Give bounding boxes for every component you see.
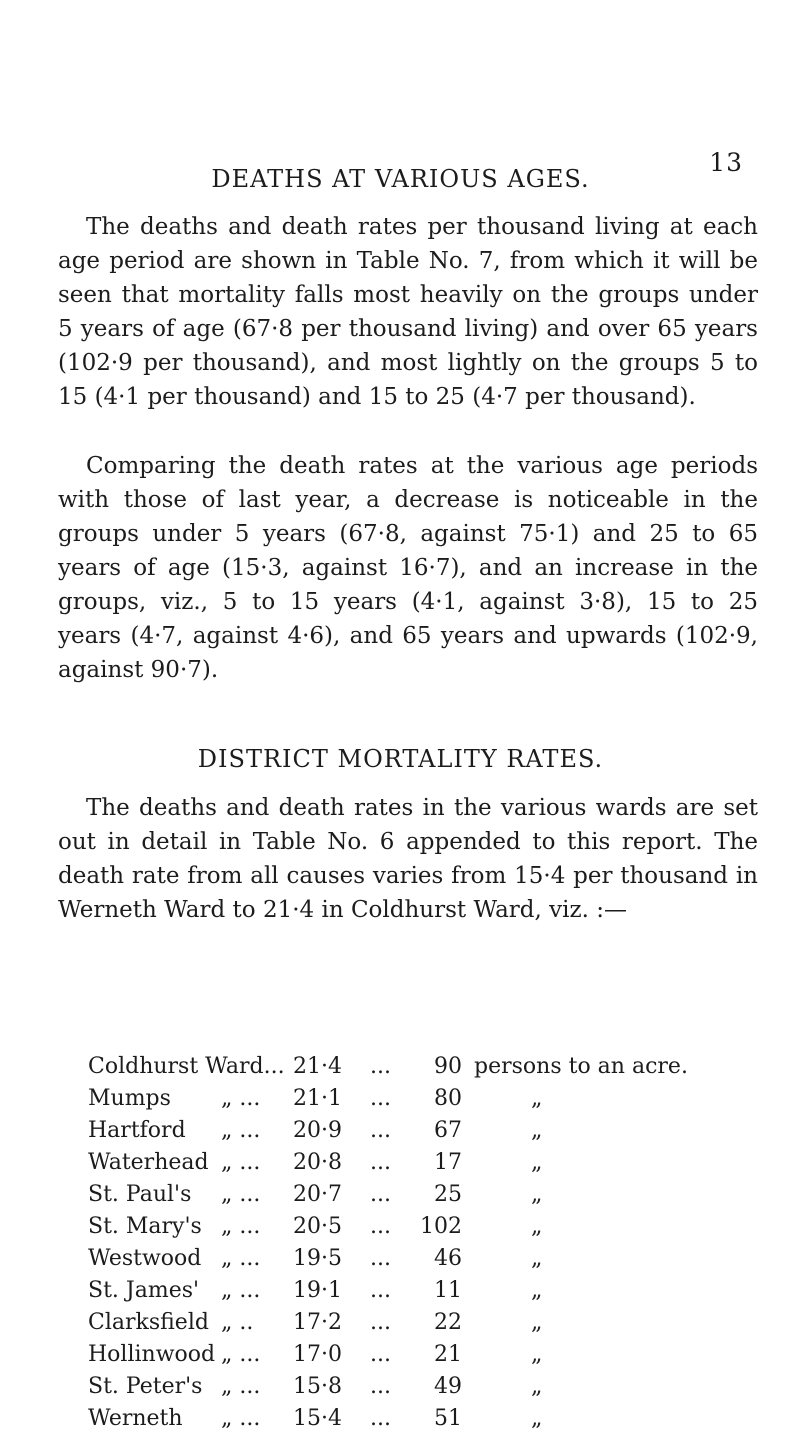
ditto-mark: „ ...	[221, 1086, 261, 1111]
death-rate: 20·7	[293, 1182, 342, 1207]
persons-per-acre: 51	[434, 1406, 462, 1431]
ditto-mark: „	[531, 1374, 543, 1399]
persons-per-acre: 22	[434, 1310, 462, 1335]
ditto-mark: „ ...	[221, 1214, 261, 1239]
ward-name: Waterhead	[88, 1150, 209, 1175]
ward-name: St. Mary's	[88, 1214, 202, 1239]
text-line: with those of last year, a decrease is noticeable in the	[58, 487, 758, 513]
ditto-mark: „ ...	[221, 1118, 261, 1143]
death-rate: 21·4	[293, 1054, 342, 1079]
leader-dots: ...	[370, 1214, 391, 1239]
paragraph-comparison	[58, 449, 758, 687]
text-line: against 90·7).	[58, 657, 219, 683]
persons-per-acre: 102	[420, 1214, 462, 1239]
ditto-mark: „	[531, 1118, 543, 1143]
unit-label: persons to an acre.	[474, 1054, 688, 1079]
ditto-mark: „ ...	[221, 1246, 261, 1271]
table-row	[88, 1307, 788, 1339]
text-line: The deaths and death rates in the various wards are set	[86, 795, 758, 821]
table-row	[88, 1179, 788, 1211]
persons-per-acre: 80	[434, 1086, 462, 1111]
table-row	[88, 1083, 788, 1115]
ditto-mark: „	[531, 1342, 543, 1367]
text-line: death rate from all causes varies from 15·4 per thousand in	[58, 863, 758, 889]
ward-name: St. Peter's	[88, 1374, 203, 1399]
text-line: (102·9 per thousand), and most lightly on the groups 5 to	[58, 350, 758, 376]
persons-per-acre: 11	[434, 1278, 462, 1303]
table-row	[88, 1115, 788, 1147]
text-line: The deaths and death rates per thousand living at each	[86, 214, 758, 240]
text-line: seen that mortality falls most heavily on the groups under	[58, 282, 758, 308]
paragraph-age-deaths	[58, 210, 758, 414]
ditto-mark: „ ...	[221, 1182, 261, 1207]
text-line: years (4·7, against 4·6), and 65 years and upwards (102·9,	[58, 623, 758, 649]
death-rate: 20·8	[293, 1150, 342, 1175]
text-line: Comparing the death rates at the various age periods	[86, 453, 758, 479]
ward-name: Clarksfield	[88, 1310, 209, 1335]
leader-dots: ...	[370, 1278, 391, 1303]
leader-dots: ...	[370, 1118, 391, 1143]
table-row	[88, 1147, 788, 1179]
ward-name: Westwood	[88, 1246, 202, 1271]
ditto-mark: „ ...	[221, 1278, 261, 1303]
ditto-mark: „	[531, 1406, 543, 1431]
ward-name: Mumps	[88, 1086, 171, 1111]
ditto-mark: „ ...	[221, 1150, 261, 1175]
ditto-mark: „	[531, 1310, 543, 1335]
ditto-mark: „	[531, 1278, 543, 1303]
ditto-mark: „ ...	[221, 1406, 261, 1431]
ditto-mark: „ ...	[221, 1374, 261, 1399]
table-row	[88, 1403, 788, 1435]
text-line: out in detail in Table No. 6 appended to this report. The	[58, 829, 758, 855]
ward-name: Hartford	[88, 1118, 186, 1143]
death-rate: 20·5	[293, 1214, 342, 1239]
table-row	[88, 1051, 788, 1083]
ditto-mark: „	[531, 1086, 543, 1111]
text-line: years of age (15·3, against 16·7), and an increase in the	[58, 555, 758, 581]
ditto-mark: „	[531, 1214, 543, 1239]
persons-per-acre: 46	[434, 1246, 462, 1271]
section-heading-deaths-at-various-ages: DEATHS AT VARIOUS AGES.	[211, 165, 590, 193]
text-line: groups, viz., 5 to 15 years (4·1, against 3·8), 15 to 25	[58, 589, 758, 615]
section-heading-district-mortality: DISTRICT MORTALITY RATES.	[197, 745, 604, 773]
leader-dots: ...	[370, 1342, 391, 1367]
leader-dots: ...	[370, 1374, 391, 1399]
leader-dots: ...	[370, 1406, 391, 1431]
text-line: groups under 5 years (67·8, against 75·1) and 25 to 65	[58, 521, 758, 547]
text-line: Werneth Ward to 21·4 in Coldhurst Ward, viz. :—	[58, 897, 627, 923]
leader-dots: ...	[370, 1150, 391, 1175]
table-row	[88, 1371, 788, 1403]
death-rate: 20·9	[293, 1118, 342, 1143]
table-row	[88, 1243, 788, 1275]
leader-dots: ...	[370, 1182, 391, 1207]
death-rate: 19·5	[293, 1246, 342, 1271]
persons-per-acre: 49	[434, 1374, 462, 1399]
persons-per-acre: 25	[434, 1182, 462, 1207]
death-rate: 17·2	[293, 1310, 342, 1335]
ditto-mark: „	[531, 1182, 543, 1207]
death-rate: 19·1	[293, 1278, 342, 1303]
ditto-mark: „ ...	[221, 1342, 261, 1367]
death-rate: 17·0	[293, 1342, 342, 1367]
paragraph-district-rates	[58, 791, 758, 927]
table-row	[88, 1275, 788, 1307]
persons-per-acre: 17	[434, 1150, 462, 1175]
persons-per-acre: 21	[434, 1342, 462, 1367]
leader-dots: ...	[370, 1246, 391, 1271]
leader-dots: ...	[370, 1086, 391, 1111]
ward-name: St. Paul's	[88, 1182, 192, 1207]
ward-name: Coldhurst Ward...	[88, 1054, 285, 1079]
persons-per-acre: 67	[434, 1118, 462, 1143]
text-line: 15 (4·1 per thousand) and 15 to 25 (4·7 per thousand).	[58, 384, 696, 410]
persons-per-acre: 90	[434, 1054, 462, 1079]
ward-name: Hollinwood	[88, 1342, 216, 1367]
ward-name: St. James'	[88, 1278, 200, 1303]
ward-name: Werneth	[88, 1406, 183, 1431]
death-rate: 15·8	[293, 1374, 342, 1399]
ward-mortality-table	[88, 1051, 788, 1435]
death-rate: 15·4	[293, 1406, 342, 1431]
text-line: 5 years of age (67·8 per thousand living) and over 65 years	[58, 316, 758, 342]
table-row	[88, 1339, 788, 1371]
ditto-mark: „	[531, 1150, 543, 1175]
table-row	[88, 1211, 788, 1243]
text-line: age period are shown in Table No. 7, from which it will be	[58, 248, 758, 274]
leader-dots: ...	[370, 1310, 391, 1335]
page-number: 13	[709, 148, 743, 177]
ditto-mark: „	[531, 1246, 543, 1271]
death-rate: 21·1	[293, 1086, 342, 1111]
leader-dots: ...	[370, 1054, 391, 1079]
ditto-mark: „ ..	[221, 1310, 254, 1335]
